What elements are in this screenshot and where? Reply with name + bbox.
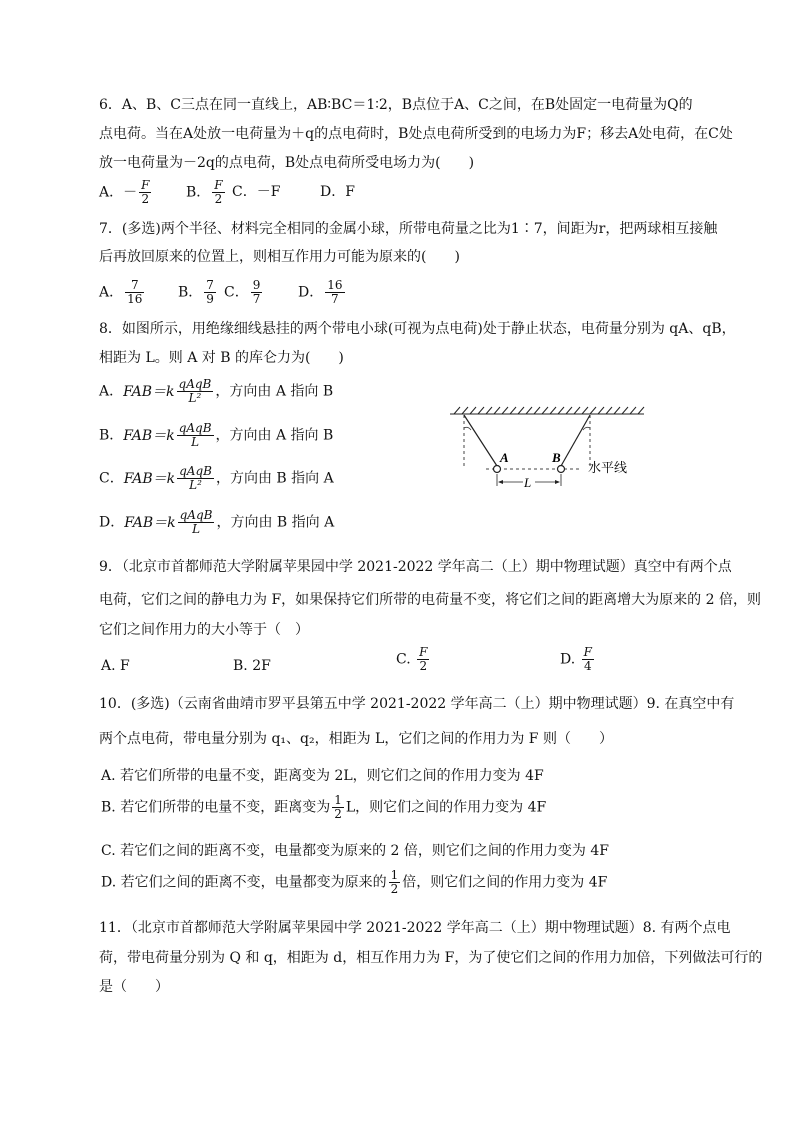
q9-option-d (560, 646, 596, 673)
q8-option-c-prefix: C． (99, 470, 124, 487)
q8-option-c-numerator: qAqB (179, 464, 212, 478)
q10-option-b-numerator: 1 (334, 793, 342, 807)
q10-option-c: C. 若它们之间的距离不变，电量都变为原来的 2 倍，则它们之间的作用力变为 4F (101, 843, 609, 859)
thread-a (464, 415, 497, 466)
q10-line1: 10．(多选)（云南省曲靖市罗平县第五中学 2021-2022 学年高二（上）期中物理试题）9. 在真空中有 (99, 696, 735, 712)
q9-option-c-fraction (417, 646, 429, 673)
q7-option-b (178, 279, 218, 306)
q8-option-c-eqk: ＝k (152, 470, 176, 487)
thread-b (561, 415, 590, 466)
q9-option-d-numerator: F (583, 645, 592, 659)
charge-a (494, 466, 501, 473)
q8-option-d-numerator: qAqB (179, 508, 213, 522)
q8-option-a-formula (123, 382, 174, 402)
q8-diagram-hanging-charges (448, 404, 648, 494)
q6-option-b-prefix: B． (186, 184, 211, 201)
q6-option-a-denominator: 2 (141, 192, 150, 206)
charge-b (558, 466, 565, 473)
q8-option-d-direction: ，方向由 B 指向 A (216, 514, 335, 531)
q8-option-c-fab: FAB (123, 470, 153, 487)
q6-option-b-fraction (212, 179, 224, 206)
q10-option-d-prefix: D. 若它们之间的距离不变，电量都变为原来的 (101, 874, 387, 891)
q6-option-b-numerator: F (214, 178, 223, 192)
q8-option-a-numerator: qAqB (178, 377, 212, 391)
q8-option-a-direction: ，方向由 A 指向 B (215, 383, 334, 400)
q10-line2: 两个点电荷，带电量分别为 q₁、q₂，相距为 L，它们之间的作用力为 F 则（ ） (99, 731, 613, 747)
q8-option-a-prefix: A． (99, 383, 124, 400)
q8-option-c-formula (124, 469, 175, 489)
q9-option-d-fraction (582, 646, 594, 673)
q6-option-a (99, 179, 153, 206)
q9-option-c (396, 646, 431, 673)
q7-option-d-numerator: 16 (327, 278, 343, 292)
q7-option-b-denominator: 9 (206, 292, 214, 306)
q7-option-c-denominator: 7 (252, 292, 261, 306)
q7-option-d-denominator: 7 (331, 292, 339, 306)
q10-option-d-denominator: 2 (390, 882, 399, 896)
q8-line2: 相距为 L。则 A 对 B 的库仑力为( ) (99, 350, 344, 366)
q8-option-d-denominator: L (192, 522, 201, 536)
q8-option-b-denominator: L (191, 435, 200, 449)
q9-option-c-numerator: F (419, 645, 428, 659)
dim-arrow-left (498, 480, 503, 484)
q10-option-b-prefix: B. 若它们所带的电量不变，距离变为 (101, 799, 331, 816)
q8-option-b-formula (123, 426, 174, 446)
angle-arc-left (464, 427, 471, 430)
q8-option-c-fraction (177, 465, 214, 492)
q7-option-a-denominator: 16 (127, 292, 143, 306)
q8-option-b-direction: ，方向由 A 指向 B (215, 427, 334, 444)
q10-option-d-fraction (389, 869, 401, 896)
q8-line1: 8．如图所示，用绝缘细线悬挂的两个带电小球(可视为点电荷)处于静止状态，电荷量分别为 qA、qB， (99, 321, 736, 337)
q8-option-c-denominator: L² (189, 478, 202, 492)
q9-line3: 它们之间作用力的大小等于（ ） (99, 622, 309, 638)
q6-option-a-numerator: F (141, 178, 150, 192)
q7-option-b-numerator: 7 (206, 278, 214, 292)
q8-option-a-denominator: L² (188, 391, 202, 405)
q6-option-b-denominator: 2 (214, 192, 223, 206)
q8-option-b-numerator: qAqB (178, 421, 212, 435)
q7-option-d (298, 279, 347, 306)
q8-option-a-eqk: ＝k (152, 383, 175, 400)
q8-option-d-formula (124, 513, 175, 533)
q7-option-a-numerator: 7 (125, 279, 144, 293)
q9-option-c-denominator: 2 (419, 659, 428, 673)
angle-arc-right (583, 427, 590, 430)
q9-line2: 电荷，它们之间的静电力为 F，如果保持它们所带的电荷量不变，将它们之间的距离增大为原来的 2 倍，则 (99, 592, 761, 608)
q6-line1: 6．A、B、C三点在同一直线上，AB∶BC＝1∶2，B点位于A、C之间，在B处固定一电荷量为Q的 (99, 97, 693, 113)
dim-arrow-right (555, 480, 560, 484)
q10-option-b-fraction (332, 794, 344, 821)
ceiling-hatching (450, 407, 644, 414)
q6-line2: 点电荷。当在A处放一电荷量为＋q的点电荷时，B处点电荷所受到的电场力为F；移去A处电荷，在C处 (99, 126, 733, 142)
q7-option-a (99, 279, 146, 306)
q9-option-c-prefix: C. (396, 651, 416, 668)
q6-option-a-prefix: A．－ (99, 184, 138, 201)
q7-option-c-fraction (251, 279, 263, 306)
q8-option-d-fraction (178, 509, 215, 536)
q8-option-a-fraction (177, 378, 214, 405)
q9-option-a: A. F (101, 658, 130, 674)
q7-option-c (224, 279, 264, 306)
q10-option-a: A. 若它们所带的电量不变，距离变为 2L，则它们之间的作用力变为 4F (101, 768, 544, 784)
label-l: L (524, 475, 532, 490)
q10-option-d (101, 869, 607, 896)
q10-option-d-suffix: 倍，则它们之间的作用力变为 4F (402, 874, 608, 891)
q10-option-b (101, 794, 546, 821)
q8-option-d-eqk: ＝k (153, 514, 176, 531)
q9-line1: 9．（北京市首都师范大学附属苹果园中学 2021-2022 学年高二（上）期中物理试题）真空中有两个点 (99, 559, 732, 575)
q9-option-b: B. 2F (233, 658, 271, 674)
q8-option-c (99, 465, 334, 492)
q10-option-b-suffix: L，则它们之间的作用力变为 4F (345, 799, 547, 816)
q7-option-a-fraction (125, 279, 144, 306)
q8-option-b (99, 422, 333, 449)
q8-option-b-prefix: B． (99, 427, 124, 444)
q8-option-b-eqk: ＝k (152, 427, 175, 444)
q10-option-b-denominator: 2 (334, 807, 342, 821)
q7-option-a-prefix: A． (99, 284, 124, 301)
q11-line3: 是（ ） (99, 979, 169, 995)
q7-option-d-prefix: D． (298, 284, 324, 301)
label-a: A (500, 450, 509, 465)
q8-option-d (99, 509, 334, 536)
q7-line2: 后再放回原来的位置上，则相互作用力可能为原来的( ) (99, 249, 460, 265)
q8-option-d-fab: FAB (124, 514, 154, 531)
q7-option-b-fraction (204, 279, 216, 306)
q8-option-c-direction: ，方向由 B 指向 A (215, 470, 334, 487)
q8-option-a (99, 378, 333, 405)
q8-option-b-fraction (177, 422, 214, 449)
q9-option-d-denominator: 4 (583, 659, 592, 673)
q7-option-d-fraction (325, 279, 344, 306)
q7-line1: 7．(多选)两个半径、材料完全相同的金属小球，所带电荷量之比为1∶7，间距为r，把两球相互接触 (99, 221, 718, 237)
q10-option-d-numerator: 1 (390, 868, 399, 882)
q6-line3: 放一电荷量为－2q的点电荷，B处点电荷所受电场力为( ) (99, 155, 475, 171)
q7-option-b-prefix: B． (178, 284, 203, 301)
q8-option-a-fab: FAB (123, 383, 153, 400)
q8-option-b-fab: FAB (123, 427, 153, 444)
q6-option-a-fraction (139, 179, 151, 206)
q6-option-c: C．－F (232, 184, 281, 200)
label-b: B (552, 450, 561, 465)
label-horizontal-line: 水平线 (588, 461, 628, 476)
q11-line1: 11．（北京市首都师范大学附属苹果园中学 2021-2022 学年高二（上）期中物理试题）8. 有两个点电 (99, 920, 731, 936)
q11-line2: 荷，带电荷量分别为 Q 和 q，相距为 d，相互作用力为 F，为了使它们之间的作用力加倍，下列做法可行的 (99, 950, 763, 966)
q6-option-b (186, 179, 227, 206)
q9-option-d-prefix: D. (560, 651, 580, 668)
q7-option-c-numerator: 9 (252, 278, 261, 292)
q6-option-d: D．F (320, 184, 355, 200)
q7-option-c-prefix: C． (224, 284, 249, 301)
q8-option-d-prefix: D． (99, 514, 125, 531)
